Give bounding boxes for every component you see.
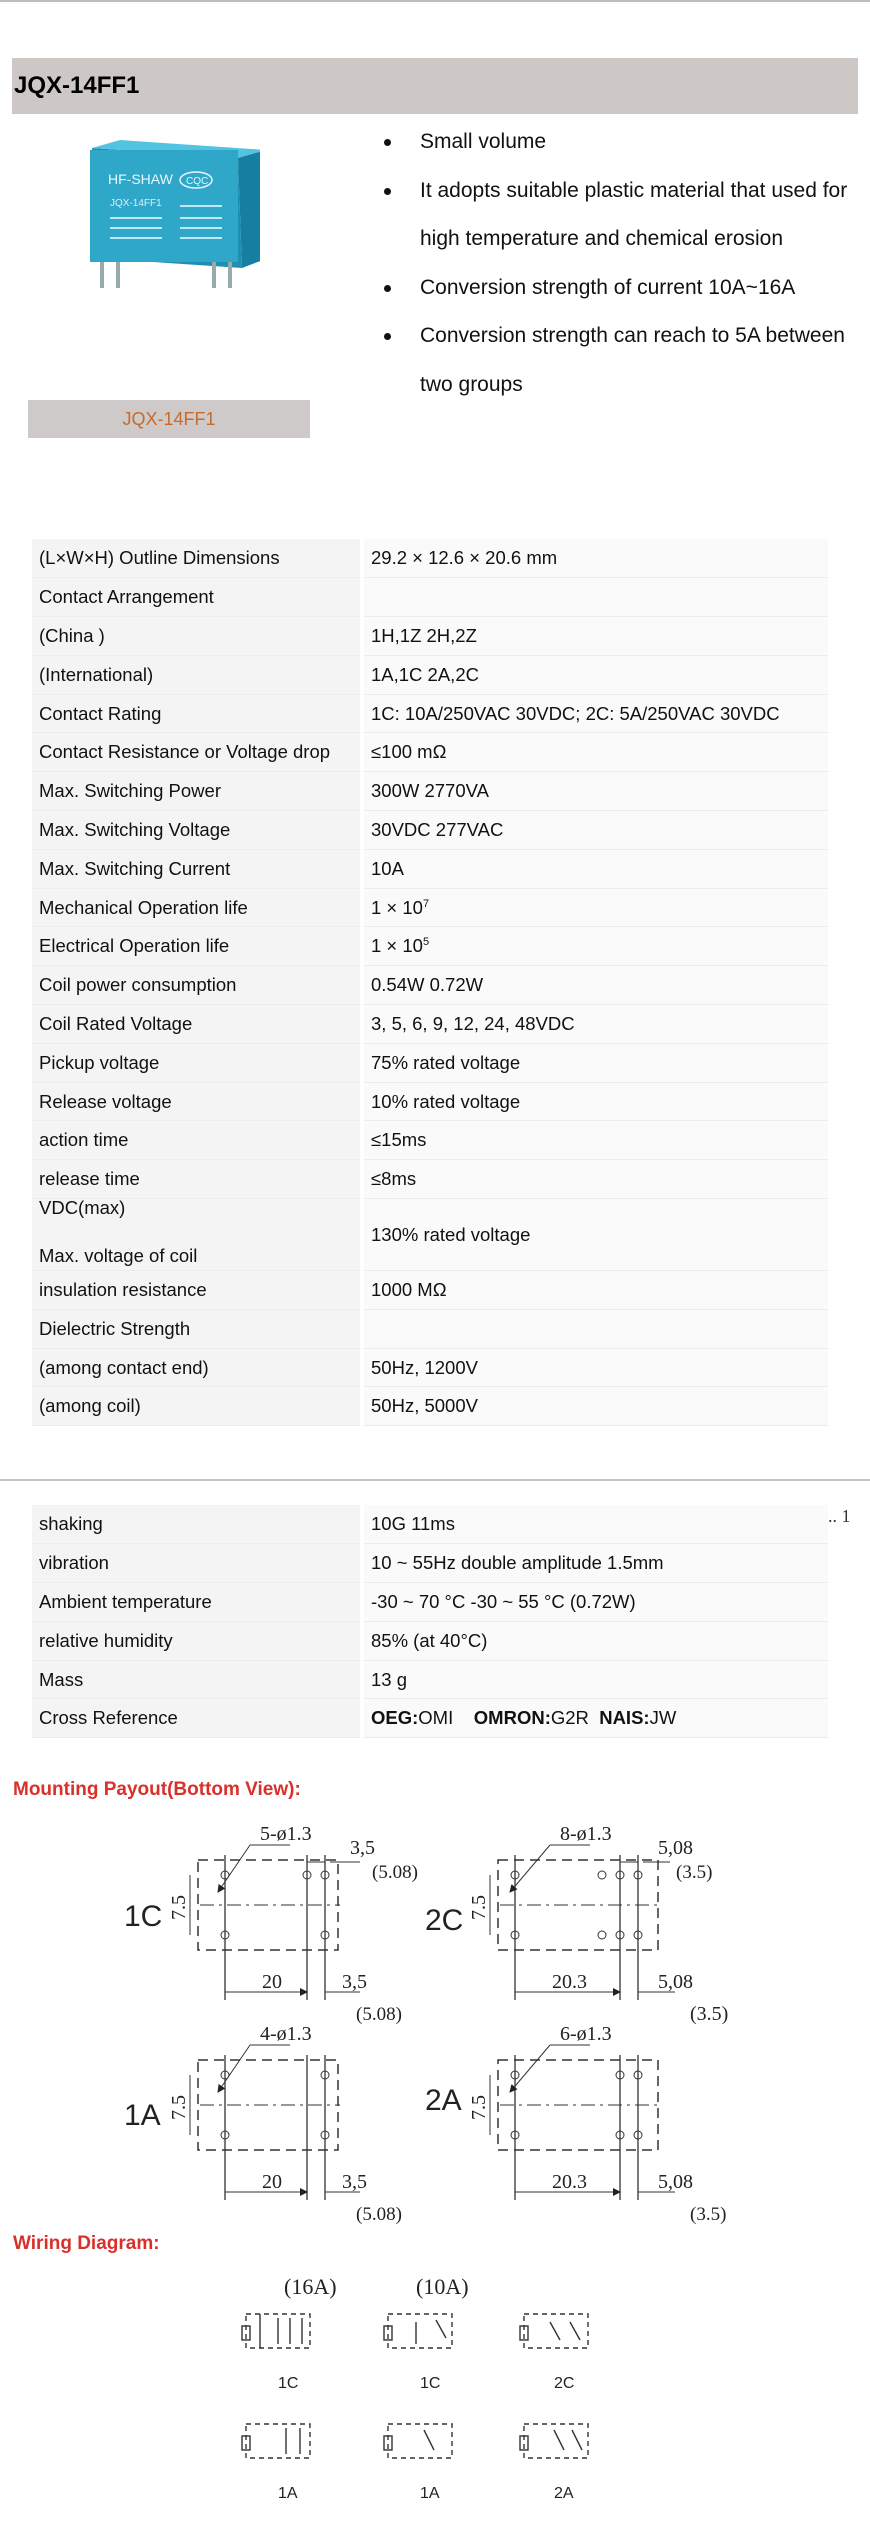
spec-key: Electrical Operation life xyxy=(32,927,362,966)
spec-key: (China ) xyxy=(32,617,362,656)
spec-key: Cross Reference xyxy=(32,1699,362,1738)
mounting-heading: Mounting Payout(Bottom View): xyxy=(13,1779,301,1800)
spec-key: Coil Rated Voltage xyxy=(32,1005,362,1044)
wiring-heading: Wiring Diagram: xyxy=(13,2233,160,2254)
spec-value-exponent: 5 xyxy=(422,936,430,949)
page-title: JQX-14FF1 xyxy=(14,72,140,99)
diagram-label: 2C xyxy=(425,1904,464,1937)
cross-ref-brand: OEG: xyxy=(371,1707,419,1729)
spec-value: ≤100 mΩ xyxy=(362,733,828,772)
relay-brand-text: HF-SHAW xyxy=(108,171,173,187)
mounting-diagram-1c xyxy=(124,1823,418,2025)
spec-table-2 xyxy=(32,1505,828,1738)
spec-value: 30VDC 277VAC xyxy=(362,811,828,850)
relay-product-image xyxy=(70,140,260,315)
spec-value: 10G 11ms xyxy=(362,1505,828,1544)
spec-key: Pickup voltage xyxy=(32,1043,362,1082)
wiring-type-label: 2A xyxy=(554,2485,574,2502)
spec-key: vibration xyxy=(32,1544,362,1583)
spec-row xyxy=(32,1005,828,1044)
feature-item: It adopts suitable plastic material that used for high temperature and chemical erosion xyxy=(380,167,860,264)
spec-row xyxy=(32,1271,828,1310)
spec-value: 10% rated voltage xyxy=(362,1082,828,1121)
spec-key: shaking xyxy=(32,1505,362,1544)
page-divider xyxy=(0,1479,870,1481)
dim-right-alt: (5.08) xyxy=(356,2004,402,2025)
mounting-diagrams xyxy=(110,1820,750,2240)
wiring-type-label: 1A xyxy=(278,2485,298,2502)
spec-table-1 xyxy=(32,539,828,1426)
spec-key: Max. Switching Voltage xyxy=(32,811,362,850)
spec-row xyxy=(32,927,828,966)
spec-key: Release voltage xyxy=(32,1082,362,1121)
dim-right: 3,5 xyxy=(342,2171,367,2193)
spec-row xyxy=(32,539,828,578)
spec-row xyxy=(32,772,828,811)
spec-value: ≤8ms xyxy=(362,1160,828,1199)
cross-ref-model: G2R xyxy=(550,1707,589,1729)
hole-spec: 5-ø1.3 xyxy=(260,1823,312,1845)
spec-value: 29.2 × 12.6 × 20.6 mm xyxy=(362,539,828,578)
spec-key: action time xyxy=(32,1121,362,1160)
product-caption xyxy=(28,400,310,438)
diagram-label: 1C xyxy=(124,1900,163,1933)
dim-top: 5,08 xyxy=(658,1837,693,1859)
dim-top-alt: (5.08) xyxy=(372,1862,418,1883)
spec-value: 0.54W 0.72W xyxy=(362,966,828,1005)
dim-right-alt: (5.08) xyxy=(356,2204,402,2225)
cross-ref-model: OMI xyxy=(418,1707,454,1729)
spec-row-coil-max xyxy=(32,1199,828,1271)
spec-value: 75% rated voltage xyxy=(362,1043,828,1082)
dim-height: 7.5 xyxy=(468,1895,490,1920)
spec-value-base: 1 × 10 xyxy=(371,896,423,918)
spec-value-base: 1 × 10 xyxy=(371,935,423,957)
spec-value: 50Hz, 1200V xyxy=(362,1348,828,1387)
cross-ref-brand: OMRON: xyxy=(473,1707,551,1729)
spec-value: 1A,1C 2A,2C xyxy=(362,655,828,694)
spec-row xyxy=(32,733,828,772)
spec-key: (International) xyxy=(32,655,362,694)
dim-right-alt: (3.5) xyxy=(690,2003,729,2025)
dim-width: 20 xyxy=(262,2171,282,2193)
spec-row xyxy=(32,811,828,850)
spec-row xyxy=(32,1082,828,1121)
spec-value xyxy=(362,1699,828,1738)
spec-row xyxy=(32,1387,828,1426)
hole-spec: 8-ø1.3 xyxy=(560,1823,612,1845)
dim-height: 7.5 xyxy=(468,2095,490,2120)
wiring-type-label: 1C xyxy=(420,2375,441,2392)
spec-row xyxy=(32,1583,828,1622)
spec-key: (among contact end) xyxy=(32,1348,362,1387)
page-number-mark: .. 1 xyxy=(828,1506,851,1526)
dim-right-alt: (3.5) xyxy=(690,2204,727,2225)
feature-item: Small volume xyxy=(380,118,860,167)
dim-width: 20 xyxy=(262,1971,282,1993)
spec-row xyxy=(32,1309,828,1348)
spec-row xyxy=(32,1121,828,1160)
mounting-diagram-1a xyxy=(124,2023,402,2225)
dim-height: 7.5 xyxy=(168,1895,190,1920)
wiring-rating-label: (16A) xyxy=(284,2274,337,2299)
spec-key: (L×W×H) Outline Dimensions xyxy=(32,539,362,578)
spec-row xyxy=(32,1348,828,1387)
diagram-label: 1A xyxy=(124,2099,161,2132)
dim-height: 7.5 xyxy=(168,2095,190,2120)
diagram-label: 2A xyxy=(425,2084,462,2117)
feature-item: Conversion strength of current 10A~16A xyxy=(380,264,860,313)
spec-row xyxy=(32,617,828,656)
wiring-type-label: 2C xyxy=(554,2375,575,2392)
spec-value xyxy=(362,578,828,617)
wiring-rating-label: (10A) xyxy=(416,2274,469,2299)
spec-row xyxy=(32,1621,828,1660)
dim-width: 20.3 xyxy=(552,2171,587,2193)
dim-right: 5,08 xyxy=(658,2171,693,2193)
spec-row xyxy=(32,849,828,888)
wiring-type-label: 1C xyxy=(278,2375,299,2392)
spec-key: Ambient temperature xyxy=(32,1583,362,1622)
wiring-diagrams xyxy=(220,2270,640,2510)
spec-key: Max. voltage of coil xyxy=(39,1244,198,1266)
spec-key: Contact Rating xyxy=(32,694,362,733)
spec-key: Contact Resistance or Voltage drop xyxy=(32,733,362,772)
spec-row-cross-reference xyxy=(32,1699,828,1738)
spec-row xyxy=(32,1544,828,1583)
product-caption-text: JQX-14FF1 xyxy=(122,408,216,429)
relay-logo-text: CQC xyxy=(186,176,209,187)
spec-value: 1C: 10A/250VAC 30VDC; 2C: 5A/250VAC 30VDC xyxy=(362,694,828,733)
hole-spec: 6-ø1.3 xyxy=(560,2023,612,2045)
spec-value: -30 ~ 70 °C -30 ~ 55 °C (0.72W) xyxy=(362,1583,828,1622)
spec-key: Mechanical Operation life xyxy=(32,888,362,927)
spec-value: 1H,1Z 2H,2Z xyxy=(362,617,828,656)
dim-right: 3,5 xyxy=(342,1971,367,1993)
spec-row xyxy=(32,1043,828,1082)
cross-ref-brand: NAIS: xyxy=(599,1707,650,1729)
title-bar xyxy=(12,58,858,114)
spec-key: Dielectric Strength xyxy=(32,1309,362,1348)
spec-row xyxy=(32,655,828,694)
dim-right: 5,08 xyxy=(658,1971,693,1993)
spec-value: 300W 2770VA xyxy=(362,772,828,811)
spec-value: 130% rated voltage xyxy=(362,1199,828,1271)
spec-row xyxy=(32,966,828,1005)
spec-value: 13 g xyxy=(362,1660,828,1699)
wiring-type-label: 1A xyxy=(420,2485,440,2502)
cross-ref-model: JW xyxy=(649,1707,677,1729)
relay-model-text: JQX-14FF1 xyxy=(110,198,162,209)
spec-key: Mass xyxy=(32,1660,362,1699)
spec-value: 10 ~ 55Hz double amplitude 1.5mm xyxy=(362,1544,828,1583)
spec-key: Coil power consumption xyxy=(32,966,362,1005)
spec-row xyxy=(32,1160,828,1199)
spec-row xyxy=(32,1660,828,1699)
spec-key: VDC(max) xyxy=(39,1196,126,1218)
spec-key: Max. Switching Power xyxy=(32,772,362,811)
spec-value: 50Hz, 5000V xyxy=(362,1387,828,1426)
feature-item: Conversion strength can reach to 5A between two groups xyxy=(380,312,860,409)
spec-value: 1000 MΩ xyxy=(362,1271,828,1310)
spec-value: 10A xyxy=(362,849,828,888)
spec-value: 3, 5, 6, 9, 12, 24, 48VDC xyxy=(362,1005,828,1044)
hole-spec: 4-ø1.3 xyxy=(260,2023,312,2045)
spec-value-exponent: 7 xyxy=(422,897,430,910)
spec-value: ≤15ms xyxy=(362,1121,828,1160)
spec-row xyxy=(32,578,828,617)
spec-row xyxy=(32,888,828,927)
mounting-diagram-2c xyxy=(425,1823,728,2025)
spec-key: (among coil) xyxy=(32,1387,362,1426)
feature-list xyxy=(380,118,860,409)
spec-key: Max. Switching Current xyxy=(32,849,362,888)
spec-value xyxy=(362,888,828,927)
dim-width: 20.3 xyxy=(552,1971,587,1993)
mounting-diagram-2a xyxy=(425,2023,726,2225)
dim-top-alt: (3.5) xyxy=(676,1862,713,1883)
spec-row xyxy=(32,1505,828,1544)
spec-key: Contact Arrangement xyxy=(32,578,362,617)
spec-key: relative humidity xyxy=(32,1621,362,1660)
spec-row xyxy=(32,694,828,733)
spec-key: release time xyxy=(32,1160,362,1199)
dim-top: 3,5 xyxy=(350,1837,375,1859)
spec-value: 85% (at 40°C) xyxy=(362,1621,828,1660)
top-divider xyxy=(0,0,870,2)
spec-value xyxy=(362,927,828,966)
spec-key: insulation resistance xyxy=(32,1271,362,1310)
spec-value xyxy=(362,1309,828,1348)
